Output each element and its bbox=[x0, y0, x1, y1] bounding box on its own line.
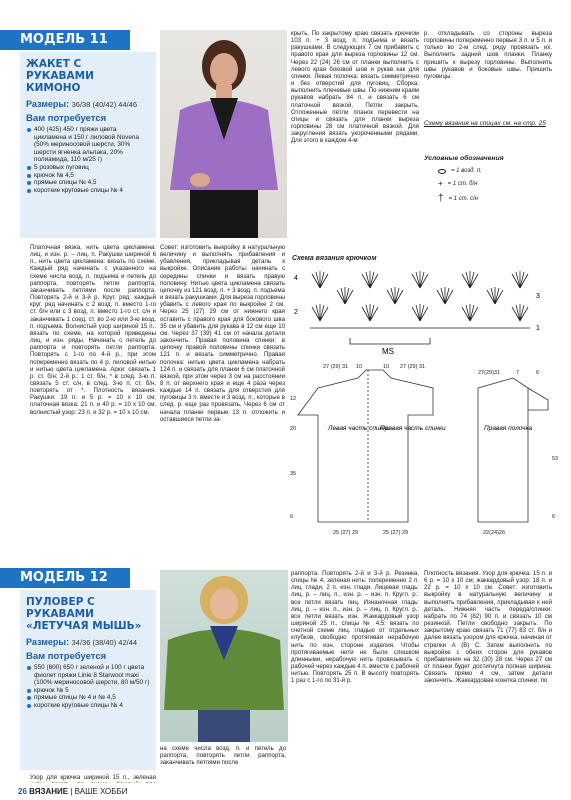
model11-materials bbox=[26, 126, 150, 194]
pattern-measure: 20 bbox=[290, 426, 297, 432]
list-item: короткие круговые спицы № 4 bbox=[26, 702, 150, 710]
crochet-row-label: 2 bbox=[294, 309, 298, 316]
crochet-ms-label: MS bbox=[382, 347, 394, 356]
model12-photo bbox=[160, 570, 288, 742]
model11-text-col4: р. откладывать со стороны выреза горловины попеременно первые 3 п. и 5 п. и только во 2-м след. ряду провязать их. Выполнить задний шов планки. Планку пришить к вырезу горловины. Выполнить швы рукавов и боковые швы. Пришить пуговицы. bbox=[424, 30, 552, 80]
pattern-schematic bbox=[288, 360, 563, 540]
crochet-row-label: 1 bbox=[536, 325, 540, 332]
pattern-label: Правая полочка bbox=[484, 425, 533, 432]
pattern-measure: 6 bbox=[536, 370, 540, 376]
double-crochet-icon: † bbox=[438, 193, 444, 204]
single-crochet-icon: + bbox=[438, 179, 443, 188]
model11-title: ЖАКЕТ С РУКАВАМИ КИМОНО bbox=[26, 58, 94, 94]
pattern-measure: 53 bbox=[552, 456, 559, 462]
legend-item: = 1 возд. п. bbox=[451, 168, 482, 174]
list-item: 400 (425) 450 г пряжи цвета цикламена и 150 г лиловой Novena (50% мериносовой шерсти, 30% шерсти ягненка альпака, 20% полиамида, 110 м/25 г) bbox=[26, 126, 150, 164]
crochet-row-label: 4 bbox=[294, 275, 298, 282]
list-item: крючок № 5 bbox=[26, 687, 150, 695]
footer-separator: | bbox=[70, 787, 73, 796]
model11-need-label: Вам потребуется bbox=[26, 113, 107, 124]
pattern-label: Правая часть спинки bbox=[380, 425, 446, 432]
model12-band: МОДЕЛЬ 12 bbox=[0, 568, 130, 588]
pattern-measure: 10 bbox=[356, 364, 363, 370]
woman-photo-icon bbox=[160, 570, 288, 742]
pattern-measure: 7 bbox=[516, 370, 520, 376]
pattern-measure: 27 (29) 31 bbox=[323, 364, 349, 370]
list-item: 5 розовых пуговиц bbox=[26, 164, 150, 172]
model11-band: МОДЕЛЬ 11 bbox=[0, 30, 130, 50]
model12-materials bbox=[26, 664, 150, 710]
crochet-row-label: 3 bbox=[536, 293, 540, 300]
legend bbox=[424, 155, 552, 204]
crochet-scheme-title: Схема вязания крючком bbox=[292, 255, 377, 262]
model12-sizes: Размеры: 34/36 (38/40) 42/44 bbox=[26, 637, 138, 647]
pattern-measure: 27 (29) 31 bbox=[400, 364, 426, 370]
list-item: 550 (600) 650 г зеленой и 100 г цвета фиолет пряжи Linie 8 Starwool maxi (100% мериносовой шерсти, 80 м/50 г) bbox=[26, 664, 150, 687]
pattern-measure: 22(24)26 bbox=[483, 530, 506, 536]
list-item: крючок № 4,5 bbox=[26, 172, 150, 180]
model11-sizes: Размеры: 36/38 (40/42) 44/46 bbox=[26, 99, 138, 109]
model12-text-col3: раппорта. Повторять 2-й и 3-й р. Резинка, спицы № 4, зеленая нить: попеременно 2 п. лиц. глади, 2 п. изн. глади. Лицевая гладь: лиц. р. – лиц. п., изн. р. – изн. п. Кругл. р.: все петли вязать лиц. Изнаночная гладь: лиц. р. – изн. п., изн. р. – лиц. п. Кругл. р.: все петли вязать изн. Жаккардовый узор шириной 25 п., спицы № 4,5: вязать по счетной схеме лиц. гладью от отдельных клубков, свободно протягивая нерабочую нить по изн. стороне изделия. Чтобы протягиваемые нити не были слишком длинными, нерабочую нить провязывать с рабочей через каждые 4 п. вместе с рабочей нитью. Повторять 25 п. В высоту повторять 1 раз с 1-го по 31-й р. bbox=[291, 570, 419, 685]
pattern-measure: 10 bbox=[383, 364, 390, 370]
model12-need-label: Вам потребуется bbox=[26, 651, 107, 662]
model11-photo bbox=[160, 30, 287, 238]
pattern-measure: 12 bbox=[290, 396, 297, 402]
page-number: 26 bbox=[18, 787, 27, 796]
pattern-measure: 6 bbox=[552, 514, 556, 520]
model11-text-col3: крыть. По закрытому краю связать крючком 103 п. + 3 возд. п. подъема и вязать ракушками. В следующих 7 см прибавить с правого края для выреза горловины 12 см. Через 22 (24) 26 см от планки выполнить с левого края боковой шов и рукав как для спинки. Левая полочка: вязать симметрично и без отверстий для пуговиц. Сборка: выполнить плечевые швы. По нижним краям рукавов набрать 84 п. и связать 6 см платочной вязкой. Петли закрыть. Отложенные петли планок перевести на спицы и связать для планки выреза горловины 28 см платочной вязкой. Для закругления вязать укороченными рядами. Для этого в каждом 4-м bbox=[291, 30, 419, 145]
model12-title: ПУЛОВЕР С РУКАВАМИ «ЛЕТУЧАЯ МЫШЬ» bbox=[26, 596, 142, 632]
pattern-measure: 27(29)31 bbox=[478, 370, 501, 376]
model12-text-col2: на схеме числа возд. п. и петель до раппорта, повторять петли раппорта, заканчивать петлями после bbox=[160, 745, 286, 767]
pattern-measure: 25 (27) 29 bbox=[333, 530, 359, 536]
model12-text-col1: Узор для крючка шириной 15 п., зеленая bbox=[30, 774, 156, 781]
pattern-measure: 35 bbox=[290, 471, 297, 477]
legend-item: = 1 ст. б/н bbox=[447, 181, 478, 187]
model12-text-col4: Плотность вязания. Узор для крючка: 15 п. и 6 р. = 10 х 10 см; жаккардовый узор: 18 п. и 22 р. = 10 х 10 см. Совет: изготовить выкройку в натуральную величину и выполнять прибавления, прикладывая к ней деталь. Нижняя часть переда/спинки: набрать по 74 (82) 90 п. и связать 10 см резинкой. Петли свободно закрыть. По закрытому краю связать 71 (77) 83 ст. б/н и далее вязать узором для крючка, начиная от стрелки А (В) С. Затем выполнить по выкройке с обеих сторон для рукавов прибавления на 32 (30) 28 см. Через 27 см от планки будет достигнута полная ширина. Связать прямо 4 см, затем детали закончить. Жаккардовая кокетка спинки: по bbox=[424, 570, 552, 685]
model11-info-box bbox=[20, 52, 156, 238]
magazine-tagline: ВАШЕ ХОББИ bbox=[74, 787, 128, 796]
woman-photo-icon bbox=[160, 30, 287, 238]
pattern-measure: 25 (27) 29 bbox=[383, 530, 409, 536]
page-footer bbox=[0, 783, 571, 800]
scheme-reference: Схему вязания на спицах см. на стр. 25 bbox=[424, 120, 546, 127]
model12-info-box bbox=[20, 590, 156, 770]
pattern-measure: 6 bbox=[290, 514, 294, 520]
legend-item: = 1 ст. с/н bbox=[448, 196, 478, 202]
chain-icon bbox=[438, 169, 446, 174]
model11-text-col2: Совет: изготовить выкройку в натуральную величину и выполнять прибавления и убавления, прикладывая деталь к выкройке. Описание работы: начинать с середины спинки и вязать правую половину. Нитью цвета цикламена связать цепочку из 121 возд. п. + 3 возд. п. подъема и вязать ракушками. Для выреза горловины убавить с левого края по выкройке 2 см. Через 25 (27) 29 см от нижнего края оставить с правого края для бокового шва 35 см и убавить для рукава в 12 см еще 10 см. Через 37 (39) 41 см от начала детали закончить. Правая половина спинки: в цепочку правой половины спинки связать 121 п. и вязать симметрично. Правая полочка: нитью цвета цикламена набрать 124 п. и связать для планки 6 см платочной вязкой, при этом через 3 см на расстоянии 8 п. от верхнего края и еще 4 раза через каждые 14 п. связать для отверстия для пуговицы 3 п. вместе и 3 возд. п., которые в след. р. еще раз провязать. Через 6 см от начала планки первые 13 п. отложить и оставшиеся петли за- bbox=[160, 244, 285, 423]
list-item: короткие круговые спицы № 4 bbox=[26, 187, 150, 195]
list-item: прямые спицы № 4,5 bbox=[26, 179, 150, 187]
legend-title: Условные обозначения bbox=[424, 155, 504, 162]
list-item: прямые спицы № 4 и № 4,5 bbox=[26, 694, 150, 702]
magazine-name: ВЯЗАНИЕ bbox=[29, 787, 69, 796]
crochet-scheme-diagram bbox=[290, 266, 555, 356]
pattern-label: Левая часть спинки bbox=[328, 425, 390, 432]
model11-text-col1: Платочная вязка, нить цвета цикламена: лиц. и изн. р. – лиц. п. Ракушки шириной 6 п., нить цвета цикламена: вязать по схеме. Каждый ряд начинать с указанного на схеме числа возд. п. подъема и петель до раппорта, повторять петли раппорта, заканчивать петлями после раппорта. Повторять 2-й и 3-й р. Круг. ряд: каждый круг. ряд начинать с 2 возд. п. вместо 1-го ст. б/н или с 3 возд. п. вместо 1-го ст. с/н и заканчивать 1 соед. ст. во 2-ю или 3-ю возд. п. подъема. Волнистый узор шириной 15 п.: вязать по схеме, на которой приведены лиц. и изн. ряды. Начинать с петель до раппорта и повторять петли раппорта. Повторять с 1-го по 4-й р., при этом попеременно вязать по 4 р. лиловой нитью и нитью цвета цикламена. Арки: связать 1 р. ст. б/н; 2-й р.: 1 ст. б/н, * в след. 3-ю п. связать 5 ст. с/н, в след. 3-ю п. ст. б/н, повторять от *. Плотность вязания. Ракушки: 19 п. и 5 р. = 10 х 10 см; платочная вязка: 21 п. и 40 р. = 10 х 10 см; волнистый узор: 23 п. и 32 р. = 10 х 10 см. bbox=[30, 244, 156, 416]
